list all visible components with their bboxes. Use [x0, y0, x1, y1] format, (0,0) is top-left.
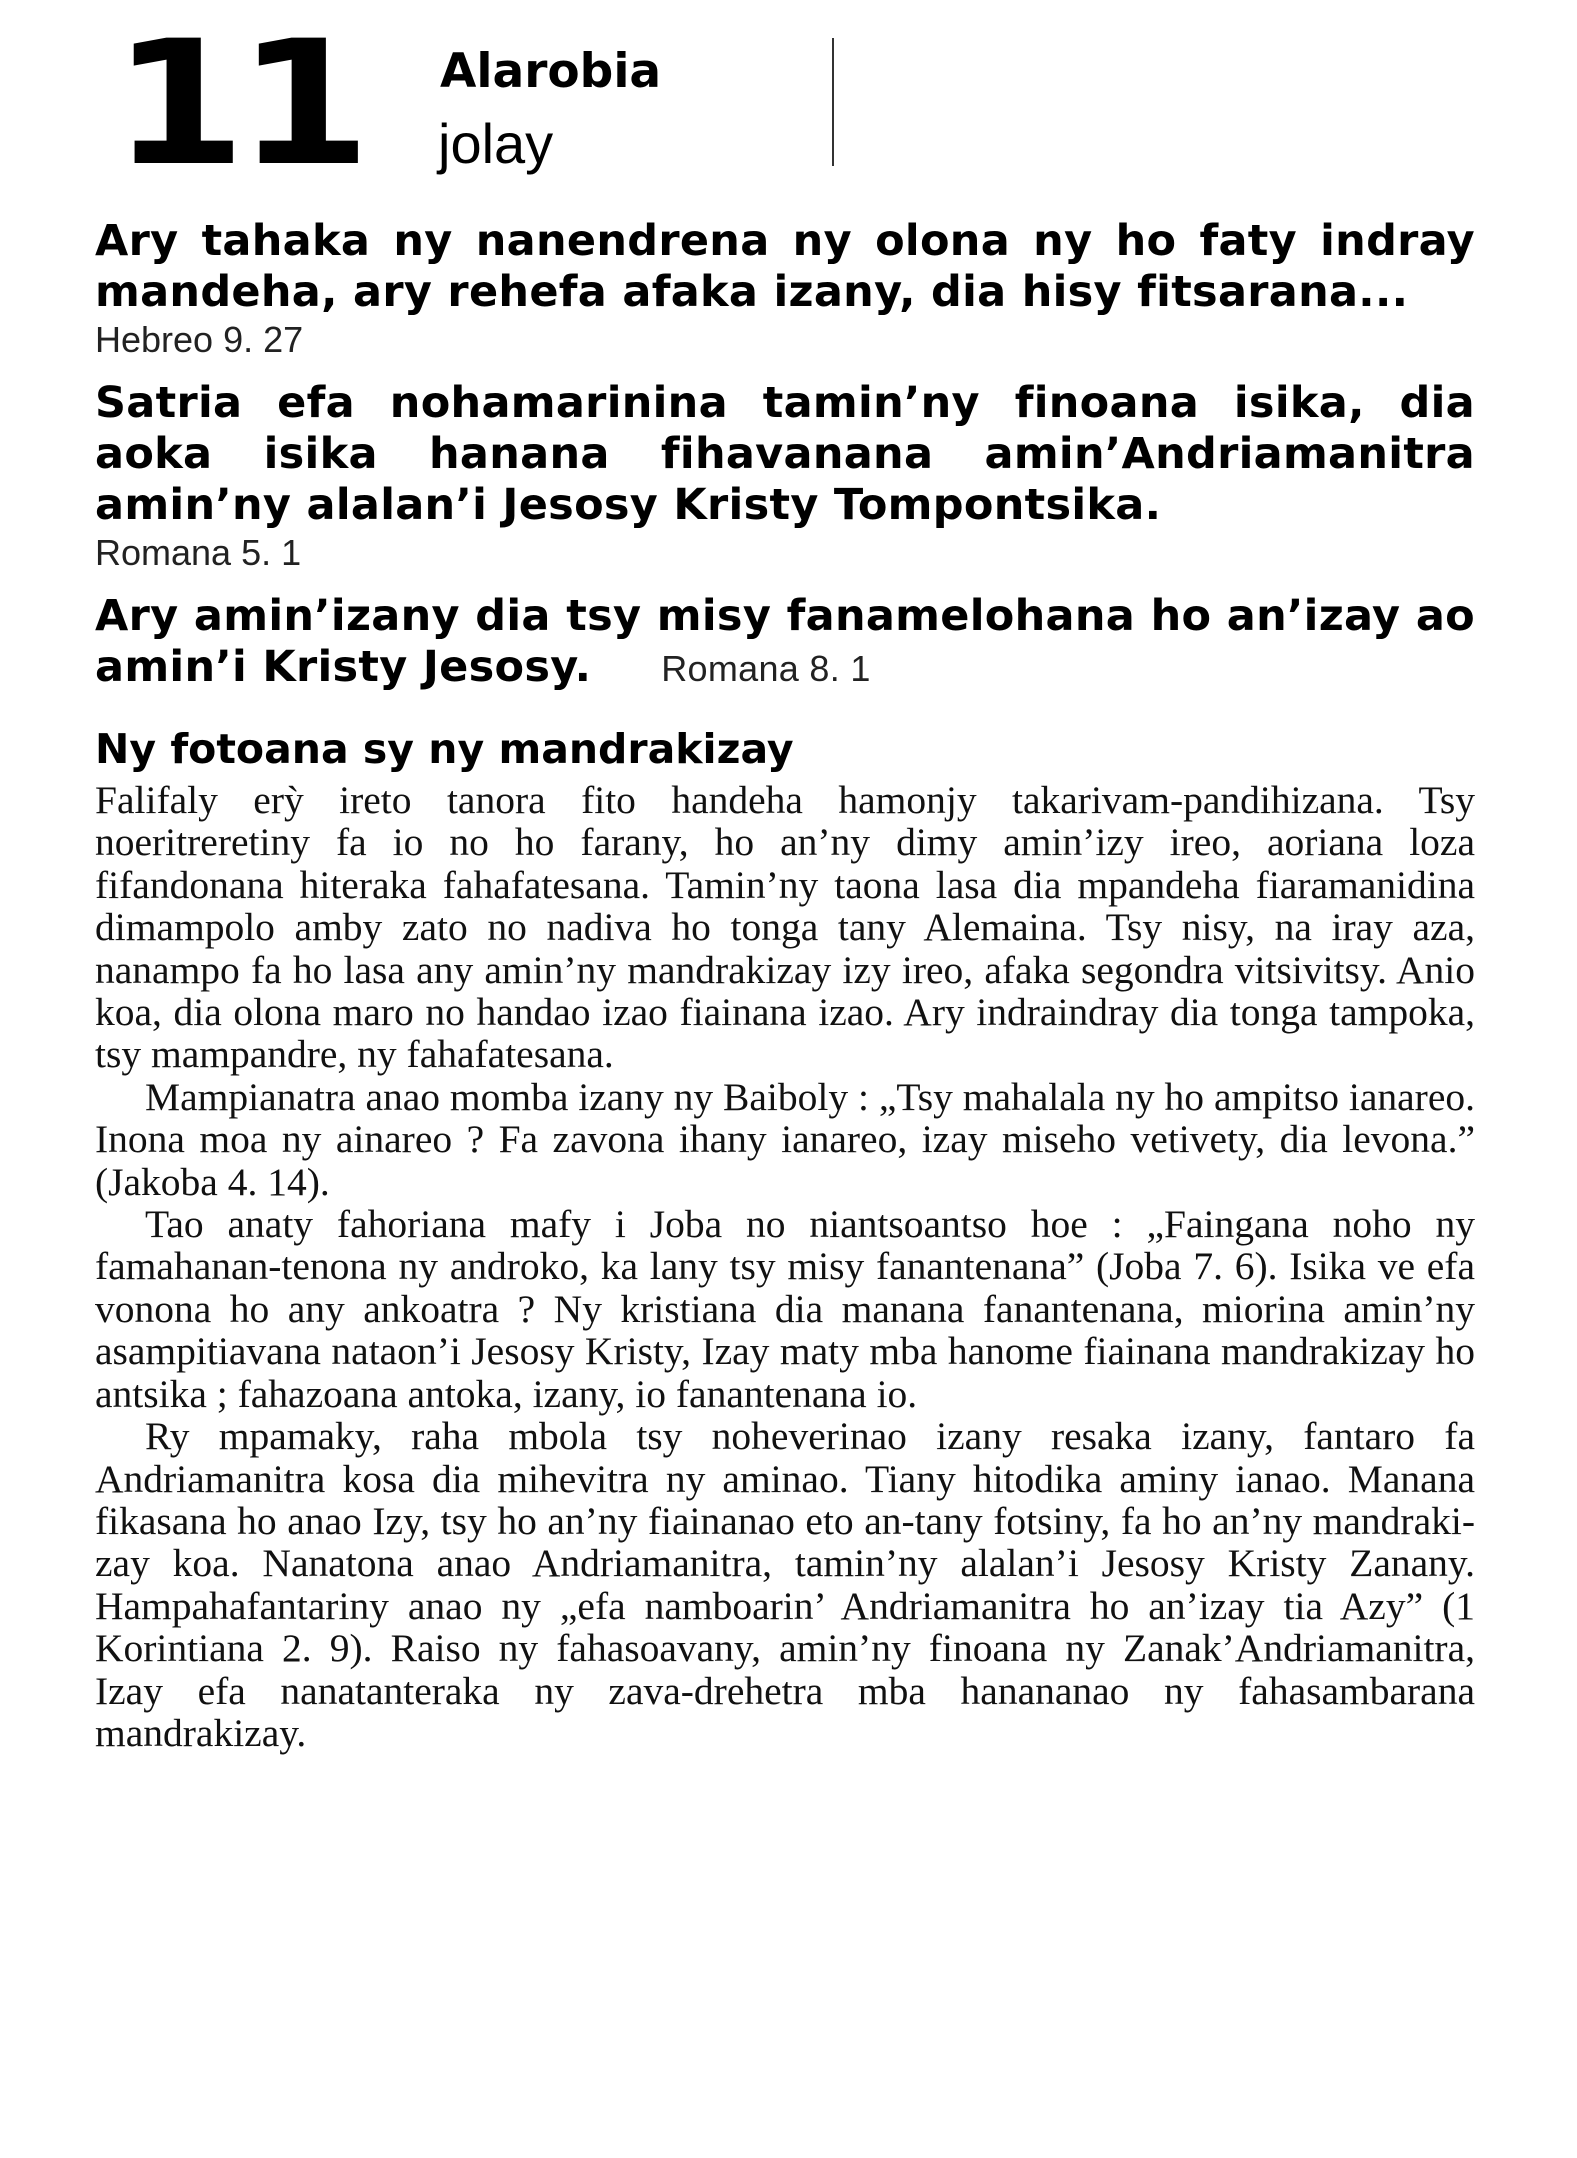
article-paragraph: Ry mpamaky, raha mbola tsy noheverinao izany resaka izany, fantaro fa Andriamanitra kosa dia mihevitra ny aminao. Tiany hitodika aminy ianao. Manana fikasana ho anao Izy, tsy ho an’ny fiainanao eto an-tany fotsiny, fa ho an’ny mandrakizay koa. Nanatona anao Andriamanitra, tamin’ny alalan’i Jesosy Kristy Zanany. Hampahafantariny anao ny „efa namboarin’ Andriamanitra ho an’izay tia Azy” (1 Korintiana 2. 9). Raiso ny fahasoavany, amin’ny finoana ny Zanak’Andriamanitra, Izay efa nanatanteraka ny zava-drehetra mba hanananao ny fahasambarana mandrakizay.	[95, 1414, 1475, 1755]
verse-block	[95, 378, 1475, 575]
verse-text-wrap	[95, 591, 1475, 693]
verse-block	[95, 216, 1475, 362]
verse-reference: Romana 8. 1	[661, 648, 871, 689]
verse-text: Satria efa nohamarinina tamin’ny finoana isika, dia aoka isika hanana fihavanana amin’Andriamanitra amin’ny alalan’i Jesosy Kristy Tompontsika.	[95, 378, 1475, 530]
month-label: jolay	[438, 112, 554, 175]
verse-reference: Romana 5. 1	[95, 532, 302, 573]
verse-text: Ary amin’izany dia tsy misy fanamelohana ho an’izay ao amin’i Kristy Jesosy.	[95, 591, 1475, 692]
page-header	[0, 0, 1577, 204]
verse-block	[95, 591, 1475, 693]
article-paragraph: Falifaly erỳ ireto tanora fito handeha hamonjy takarivam-pandihizana. Tsy noeritreretiny fa io no ho farany, ho an’ny dimy amin’izy ireo, aoriana loza fifandonana hiteraka fahafatesana. Tamin’ny taona lasa dia mpandeha fiaramanidina dimampolo amby zato no nadiva ho tonga tany Alemaina. Tsy nisy, na iray aza, nanampo fa ho lasa any amin’ny mandrakizay izy ireo, afaka segondra vitsivitsy. Anio koa, dia olona maro no handao izao fiainana izao. Ary indraindray dia tonga tampoka, tsy mampandre, ny fahafatesana.	[95, 778, 1475, 1077]
page-content	[95, 216, 1475, 1754]
weekday-label: Alarobia	[440, 44, 662, 99]
article-title: Ny fotoana sy ny mandrakizay	[95, 725, 794, 773]
verse-text: Ary tahaka ny nanendrena ny olona ny ho faty indray mandeha, ary rehefa afaka izany, dia hisy fitsarana...	[95, 216, 1475, 317]
verse-reference: Hebreo 9. 27	[95, 319, 304, 360]
day-number: 11	[112, 3, 363, 204]
header-divider	[832, 38, 834, 166]
article-paragraph: Tao anaty fahoriana mafy i Joba no niantsoantso hoe : „Faingana noho ny famahanan-tenona ny androko, ka lany tsy misy fanantenana” (Joba 7. 6). Isika ve efa vonona ho any ankoatra ? Ny kristiana dia manana fanantenana, miorina amin’ny asampitiavana nataon’i Jesosy Kristy, Izay maty mba hanome fiainana mandrakizay ho antsika ; fahazoana antoka, izany, io fanantenana io.	[95, 1202, 1475, 1416]
article-paragraph: Mampianatra anao momba izany ny Baiboly : „Tsy mahalala ny ho ampitso ianareo. Inona moa ny ainareo ? Fa zavona ihany ianareo, izay miseho vetivety, dia levona.” (Jakoba 4. 14).	[95, 1074, 1475, 1204]
